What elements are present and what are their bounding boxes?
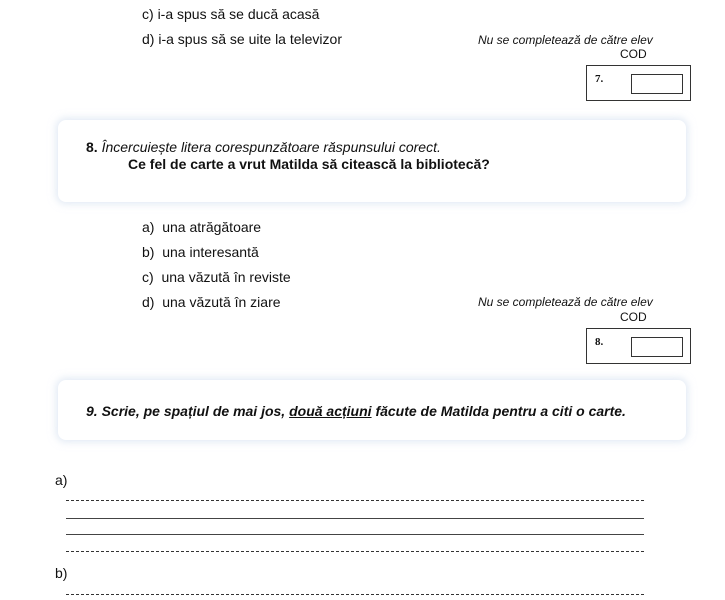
option-text: i-a spus să se ducă acasă [157, 6, 320, 22]
q8-score-field [631, 337, 683, 357]
q9-answer-b-label: b) [55, 565, 68, 581]
q8-option-c[interactable] [142, 269, 291, 285]
q9-text-underlined: două acțiuni [289, 403, 372, 419]
option-text: una atrăgătoare [162, 219, 262, 235]
q8-cod-label: COD [620, 310, 647, 324]
q8-instruction: Încercuiește litera corespunzătoare răspunsului corect. [101, 139, 441, 155]
q7-teacher-note: Nu se completează de către elev [478, 33, 653, 47]
q7-box-number: 7. [595, 73, 604, 85]
answer-line[interactable] [66, 534, 644, 535]
option-letter: a) [142, 219, 155, 235]
q7-score-field [631, 74, 683, 94]
option-letter: c) [142, 269, 154, 285]
answer-line[interactable] [66, 518, 644, 519]
q8-instruction-line [86, 139, 441, 155]
q9-text-after: făcute de Matilda pentru a citi o carte. [375, 403, 626, 419]
q8-box-number: 8. [595, 336, 604, 348]
option-text: una interesantă [162, 244, 259, 260]
q7-cod-box [586, 65, 691, 101]
q9-question [86, 403, 626, 419]
q8-option-d[interactable] [142, 294, 281, 310]
answer-line[interactable] [66, 500, 644, 501]
option-text: i-a spus să se uite la televizor [158, 31, 342, 47]
q8-teacher-note: Nu se completează de către elev [478, 295, 653, 309]
q8-number: 8. [86, 139, 98, 155]
option-text: una văzută în ziare [162, 294, 281, 310]
q9-number: 9. [86, 403, 98, 419]
q8-cod-box [586, 328, 691, 364]
option-text: una văzută în reviste [161, 269, 291, 285]
option-letter: b) [142, 244, 155, 260]
answer-line[interactable] [66, 594, 644, 595]
q8-option-b[interactable] [142, 244, 259, 260]
q7-option-c [142, 6, 319, 22]
q9-answer-a-label: a) [55, 472, 68, 488]
answer-line[interactable] [66, 551, 644, 552]
q7-option-d [142, 31, 342, 47]
q9-text-before: Scrie, pe spațiul de mai jos, [101, 403, 286, 419]
q8-option-a[interactable] [142, 219, 261, 235]
q8-question: Ce fel de carte a vrut Matilda să citească la bibliotecă? [128, 156, 490, 172]
option-letter: c) [142, 6, 154, 22]
option-letter: d) [142, 294, 155, 310]
q7-cod-label: COD [620, 47, 647, 61]
option-letter: d) [142, 31, 155, 47]
